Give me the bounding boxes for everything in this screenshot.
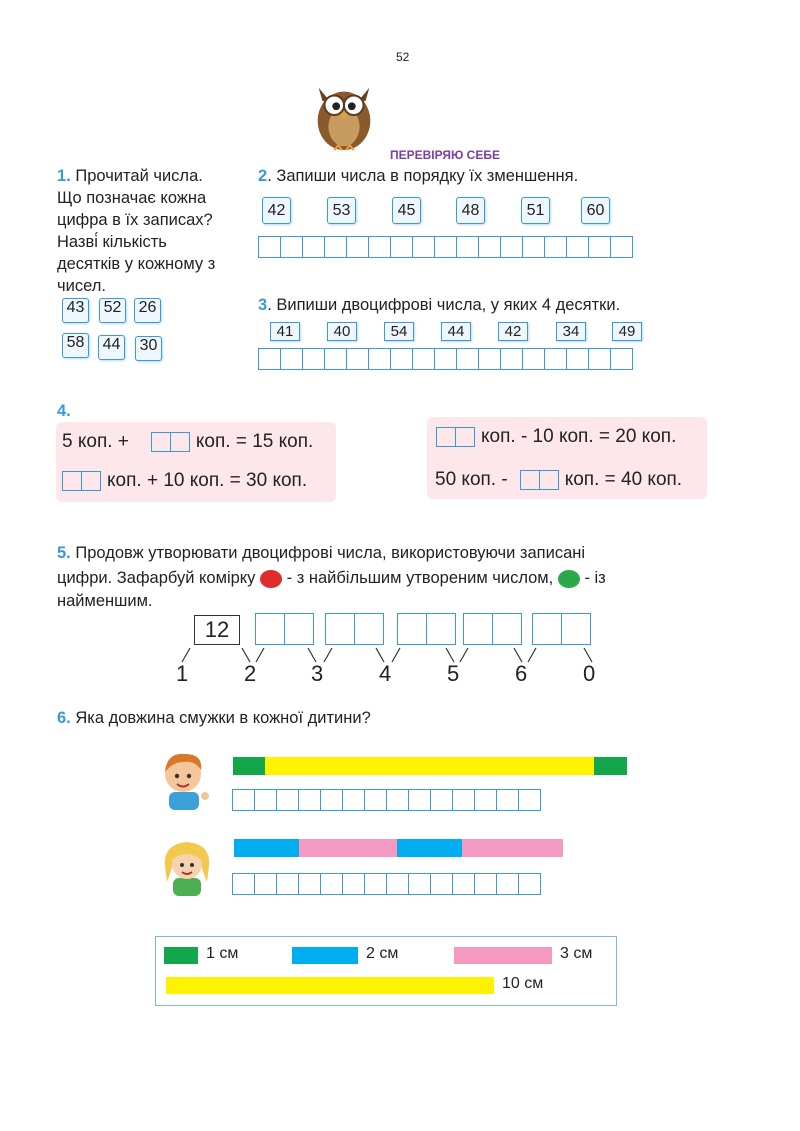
answer-cells[interactable] [436,427,475,447]
girl-icon [157,836,217,896]
number-box: 40 [327,322,357,341]
equation: коп. + 10 коп. = 30 коп. [56,470,307,492]
answer-cells[interactable] [232,873,541,895]
number-box: 30 [135,336,162,361]
answer-cells[interactable] [325,613,384,645]
number-box: 42 [498,322,528,341]
strip-segment-2cm [234,839,299,857]
number-box: 58 [62,333,89,358]
legend-label: 1 см [206,945,239,962]
answer-cells[interactable] [232,789,541,811]
legend-swatch-pink [454,947,552,964]
digit: 5 [447,661,460,686]
green-swatch-icon [558,570,580,588]
task6-text: 6. Яка довжина смужки в кожної дитини? [57,709,371,727]
answer-cells[interactable] [151,432,190,452]
equation: 5 коп. + коп. = 15 коп. [62,431,314,452]
red-swatch-icon [260,570,282,588]
digit: 4 [379,661,392,686]
girl-strip [234,839,563,857]
legend-swatch-yellow [166,977,494,994]
digit: 1 [176,661,189,686]
strip-segment-3cm [299,839,397,857]
legend [155,936,617,1006]
legend-label: 2 см [366,945,399,962]
number-box: 52 [99,298,126,323]
boy-strip [233,757,627,775]
page-number: 52 [396,50,410,64]
task2-text: 2. Запиши числа в порядку їх зменшення. [258,167,579,185]
task5-text: цифри. Зафарбуй комірку - з найбільшим утвореним числом, - із [57,569,606,587]
answer-cells[interactable] [397,613,456,645]
answer-cells[interactable] [255,613,314,645]
digit: 0 [583,661,596,686]
strip-segment-2cm [397,839,462,857]
strip-segment-1cm [233,757,265,775]
answer-cells[interactable] [463,613,522,645]
number-box: 42 [262,197,291,224]
number-box: 44 [441,322,471,341]
equation: коп. - 10 коп. = 20 коп. [430,426,676,448]
boy-icon [155,748,215,810]
task1-text: 1. Прочитай числа. Що позначає кожна цифра в їх записах? Назві́ кількість десятків у кожному з чисел. [57,167,216,295]
number-box: 54 [384,322,414,341]
number-box: 45 [392,197,421,224]
number-box: 53 [327,197,356,224]
answer-cells[interactable] [520,470,559,490]
digit: 3 [311,661,324,686]
number-box: 26 [134,298,161,323]
legend-label: 10 см [502,975,544,992]
task5-text: найменшим. [57,592,153,610]
number-box: 44 [98,335,125,360]
answer-cells[interactable] [258,236,633,258]
legend-swatch-blue [292,947,358,964]
answer-cells[interactable] [62,471,101,491]
strip-segment-3cm [462,839,563,857]
number-box: 34 [556,322,586,341]
digit: 6 [515,661,528,686]
owl-icon [305,76,383,154]
number-box: 48 [456,197,485,224]
legend-swatch-green [164,947,198,964]
number-box: 60 [581,197,610,224]
task1-number: 1. [57,167,71,185]
task4-number: 4. [57,402,71,420]
strip-segment-1cm [594,757,627,775]
answer-cells[interactable] [258,348,633,370]
equation: 50 коп. - коп. = 40 коп. [435,469,683,490]
answer-cells[interactable] [532,613,591,645]
section-title: ПЕРЕВІРЯЮ СЕБЕ [390,148,500,162]
number-box: 43 [62,298,89,323]
task5-text: 5. Продовж утворювати двоцифрові числа, використовуючи записані [57,544,586,562]
task3-text: 3. Випиши двоцифрові числа, у яких 4 десятки. [258,296,621,314]
strip-segment-10cm [265,757,594,775]
digit: 2 [244,661,257,686]
example-number-box: 12 [194,615,240,645]
number-box: 49 [612,322,642,341]
number-box: 51 [521,197,550,224]
number-box: 41 [270,322,300,341]
legend-label: 3 см [560,945,593,962]
